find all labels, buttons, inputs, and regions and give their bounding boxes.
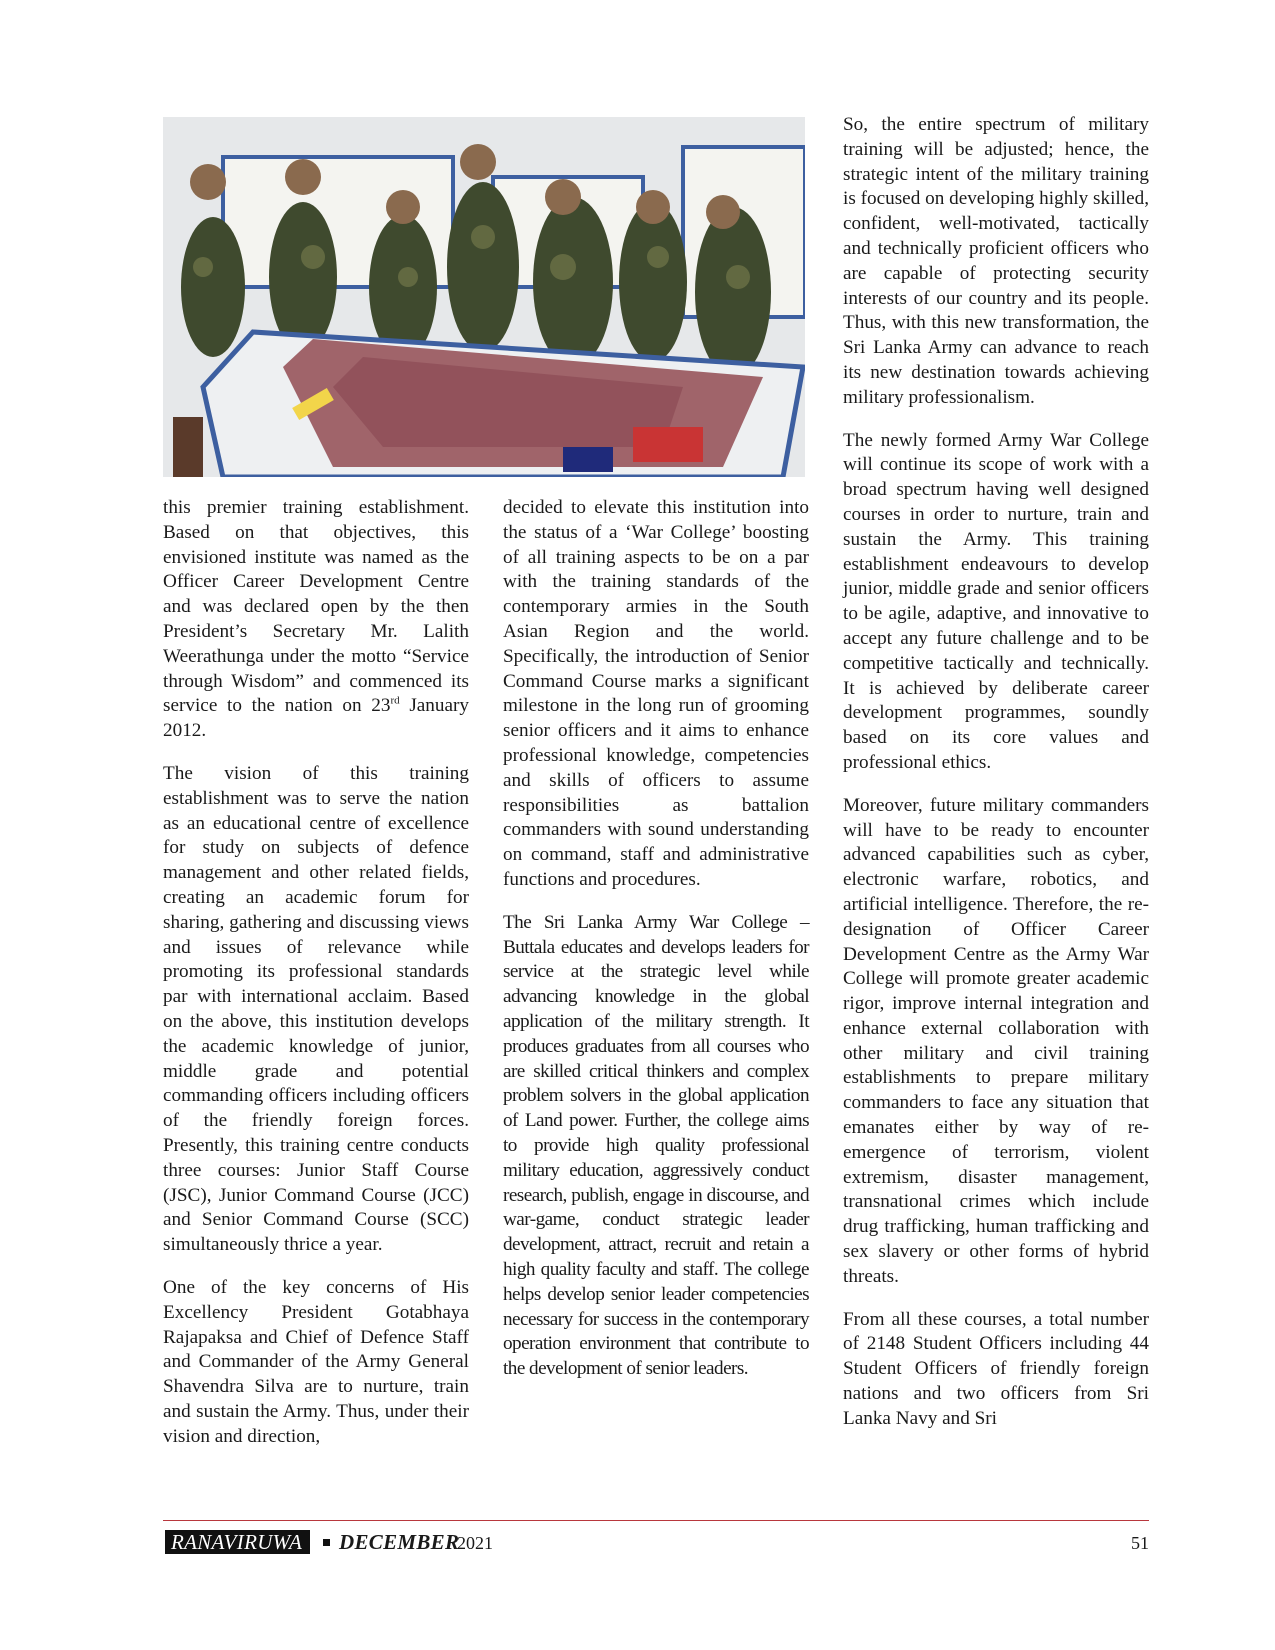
- text-column-1: [163, 496, 469, 1467]
- issue-year: 2021: [457, 1533, 493, 1553]
- army-war-college-photo: [163, 117, 805, 477]
- column3-paragraph-3: Moreover, future military commanders will have to be ready to encounter advanced capabilities such as cyber, electronic warfare, robotics, and artificial intelligence. Therefore, the re-designation of Officer Career Development Centre as the Army War College will promote greater academic rigor, improve internal integration and enhance external collaboration with other military and civil training establishments to prepare military commanders to face any situation that emanates either by way of re-emergence of terrorism, violent extremism, disaster management, transnational crimes which include drug trafficking, human trafficking and sex slavery or other forms of hybrid threats.: [843, 794, 1149, 1287]
- issue-month: DECEMBER: [339, 1530, 460, 1554]
- column3-paragraph-1: So, the entire spectrum of military training will be adjusted; hence, the strategic intent of the military training is focused on developing highly skilled, confident, well-motivated, tactically and technically proficient officers who are capable of protecting security interests of our country and its people. Thus, with this new transformation, the Sri Lanka Army can advance to reach its new destination towards achieving military professionalism.: [843, 114, 1149, 408]
- column2-paragraph-1: decided to elevate this institution into the status of a ‘War College’ boosting of all training aspects to be on a par with the training standards of the contemporary armies in the South Asian Region and the world. Specifically, the introduction of Senior Command Course marks a significant milestone in the long run of grooming senior officers and it aims to enhance professional knowledge, competencies and skills of officers to assume responsibilities as battalion commanders with sound understanding on command, staff and administrative functions and procedures.: [503, 497, 809, 890]
- text-column-2: [503, 496, 809, 1400]
- column1-paragraph-1: [163, 496, 469, 744]
- column1-paragraph-1-text: this premier training establishment. Based on that objectives, this envisioned institute was named as the Officer Career Development Centre and was declared open by the then President’s Secretary Mr. Lalith Weerathunga under the motto “Service through Wisdom” and commenced its service to the nation on 23: [163, 497, 469, 717]
- publication-name: RANAVIRUWA: [165, 1530, 310, 1554]
- column1-paragraph-1-end: January 2012.: [163, 695, 469, 742]
- photo-illustration-icon: [163, 117, 805, 477]
- separator-square-icon: [323, 1539, 330, 1546]
- page-footer: [163, 1530, 1149, 1556]
- column3-paragraph-4: From all these courses, a total number of 2148 Student Officers including 44 Student Officers of friendly foreign nations and two officers from Sri Lanka Navy and Sri: [843, 1308, 1149, 1429]
- column1-paragraph-2: The vision of this training establishment was to serve the nation as an educational centre of excellence for study on subjects of defence management and other related fields, creating an academic forum for sharing, gathering and discussing views and issues of relevance while promoting its professional standards par with international acclaim. Based on the above, this institution develops the academic knowledge of junior, middle grade and potential commanding officers including officers of the friendly foreign forces. Presently, this training centre conducts three courses: Junior Staff Course (JSC), Junior Command Course (JCC) and Senior Command Course (SCC) simultaneously thrice a year.: [163, 762, 469, 1256]
- footer-rule: [163, 1520, 1149, 1521]
- column1-paragraph-3: One of the key concerns of His Excellency President Gotabhaya Rajapaksa and Chief of Defence Staff and Commander of the Army General Shavendra Silva are to nurture, train and sustain the Army. Thus, under their vision and direction,: [163, 1276, 469, 1447]
- text-column-3: [843, 113, 1149, 1450]
- ordinal-suffix: rd: [390, 694, 400, 707]
- page-number: 51: [1131, 1533, 1149, 1553]
- column3-paragraph-2: The newly formed Army War College will continue its scope of work with a broad spectrum having well designed courses in order to nurture, train and sustain the Army. This training establishment endeavours to develop junior, middle grade and senior officers to be agile, adaptive, and innovative to accept any future challenge and to be competitive tactically and technically. It is achieved by deliberate career development programmes, soundly based on its core values and professional ethics.: [843, 429, 1149, 773]
- column2-paragraph-2: The Sri Lanka Army War College – Buttala educates and develops leaders for service at the strategic level while advancing knowledge in the global application of the military strength. It produces graduates from all courses who are skilled critical thinkers and complex problem solvers in the global application of Land power. Further, the college aims to provide high quality professional military education, aggressively conduct research, publish, engage in discourse, and war-game, conduct strategic leader development, attract, recruit and retain a high quality faculty and staff. The college helps develop senior leader competencies necessary for success in the contemporary operation environment that contribute to the development of senior leaders.: [503, 911, 809, 1380]
